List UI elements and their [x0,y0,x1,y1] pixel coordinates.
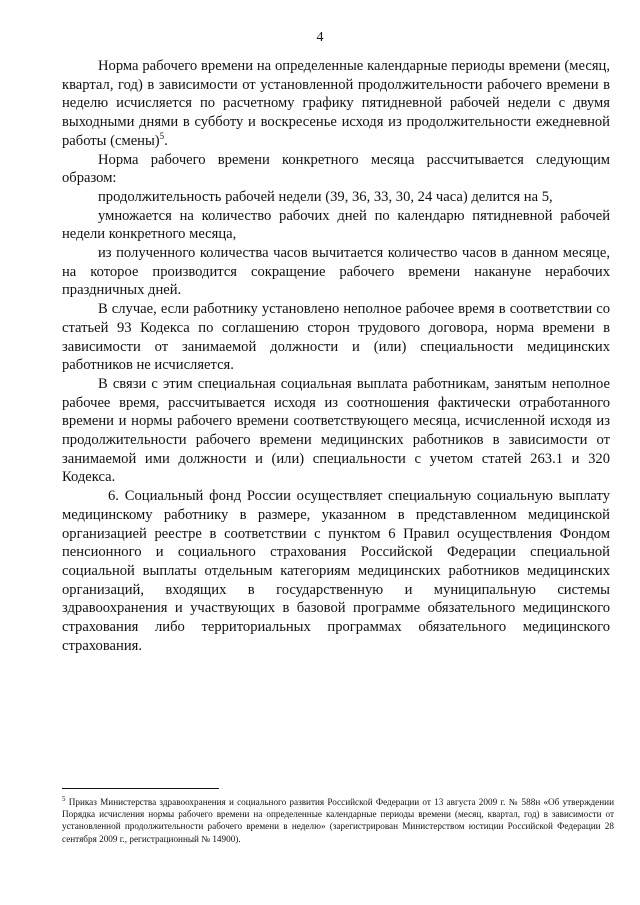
paragraph-step-multiply: умножается на количество рабочих дней по календарю пятидневной рабочей недели конкретного месяца, [62,207,610,243]
paragraph-work-time-norm [62,57,610,151]
footnote [62,796,614,845]
document-body [62,57,610,656]
paragraph-part-time: В случае, если работнику установлено неполное рабочее время в соответствии со статьей 93 Кодекса по соглашению сторон трудового договора, норма времени в зависимости от занимаемой должности и (или) специальности медицинских работников не исчисляется. [62,301,610,374]
paragraph-text: Норма рабочего времени на определенные календарные периоды времени (месяц, квартал, год) в зависимости от установленной продолжительности рабочего времени в неделю исчисляется по расчетному графику пятидневной рабочей недели с двумя выходными днями в субботу и воскресенье исходя из продолжительности ежедневной работы (смены) [62,58,610,149]
footnote-reference: 5 [159,130,165,141]
paragraph-item-6: 6. Социальный фонд России осуществляет специальную социальную выплату медицинскому работнику в размере, указанном в представленном медицинской организацией реестре в соответствии с пунктом 6 Правил осуществления Фондом пенсионного и социального страхования Российской Федерации специальной социальной выплаты отдельным категориям медицинских работников медицинских организаций, входящих в государственную и муниципальную системы здравоохранения и участвующих в базовой программе обязательного медицинского страхования либо территориальных программах обязательного медицинского страхования. [62,488,610,654]
paragraph-monthly-norm: Норма рабочего времени конкретного месяца рассчитывается следующим образом: [62,151,610,187]
paragraph-tail: . [164,132,168,149]
footnote-text: Приказ Министерства здравоохранения и социального развития Российской Федерации от 13 августа 2009 г. № 588н «Об утверждении Порядка исчисления нормы рабочего времени на определенные календарные периоды времени (месяц, квартал, год) в зависимости от установленной продолжительности рабочего времени в неделю» (зарегистрирован Министерством юстиции Российской Федерации 28 сентября 2009 г., регистрационный № 14900). [62,797,614,844]
paragraph-special-payment-calc: В связи с этим специальная социальная выплата работникам, занятым неполное рабочее время, рассчитывается исходя из соотношения фактически отработанного времени и нормы рабочего времени соответствующего месяца, исчисленной исходя из продолжительности рабочего времени медицинских работников в зависимости от занимаемой ими должности и (или) специальности с учетом статей 263.1 и 320 Кодекса. [62,375,610,486]
paragraph-step-subtract: из полученного количества часов вычитается количество часов в данном месяце, на которое производится сокращение рабочего времени накануне нерабочих праздничных дней. [62,245,610,299]
footnote-mark: 5 [62,794,66,803]
page-number: 4 [316,30,324,45]
footnote-divider [62,788,219,789]
paragraph-step-divide: продолжительность рабочей недели (39, 36, 33, 30, 24 часа) делится на 5, [98,188,553,205]
